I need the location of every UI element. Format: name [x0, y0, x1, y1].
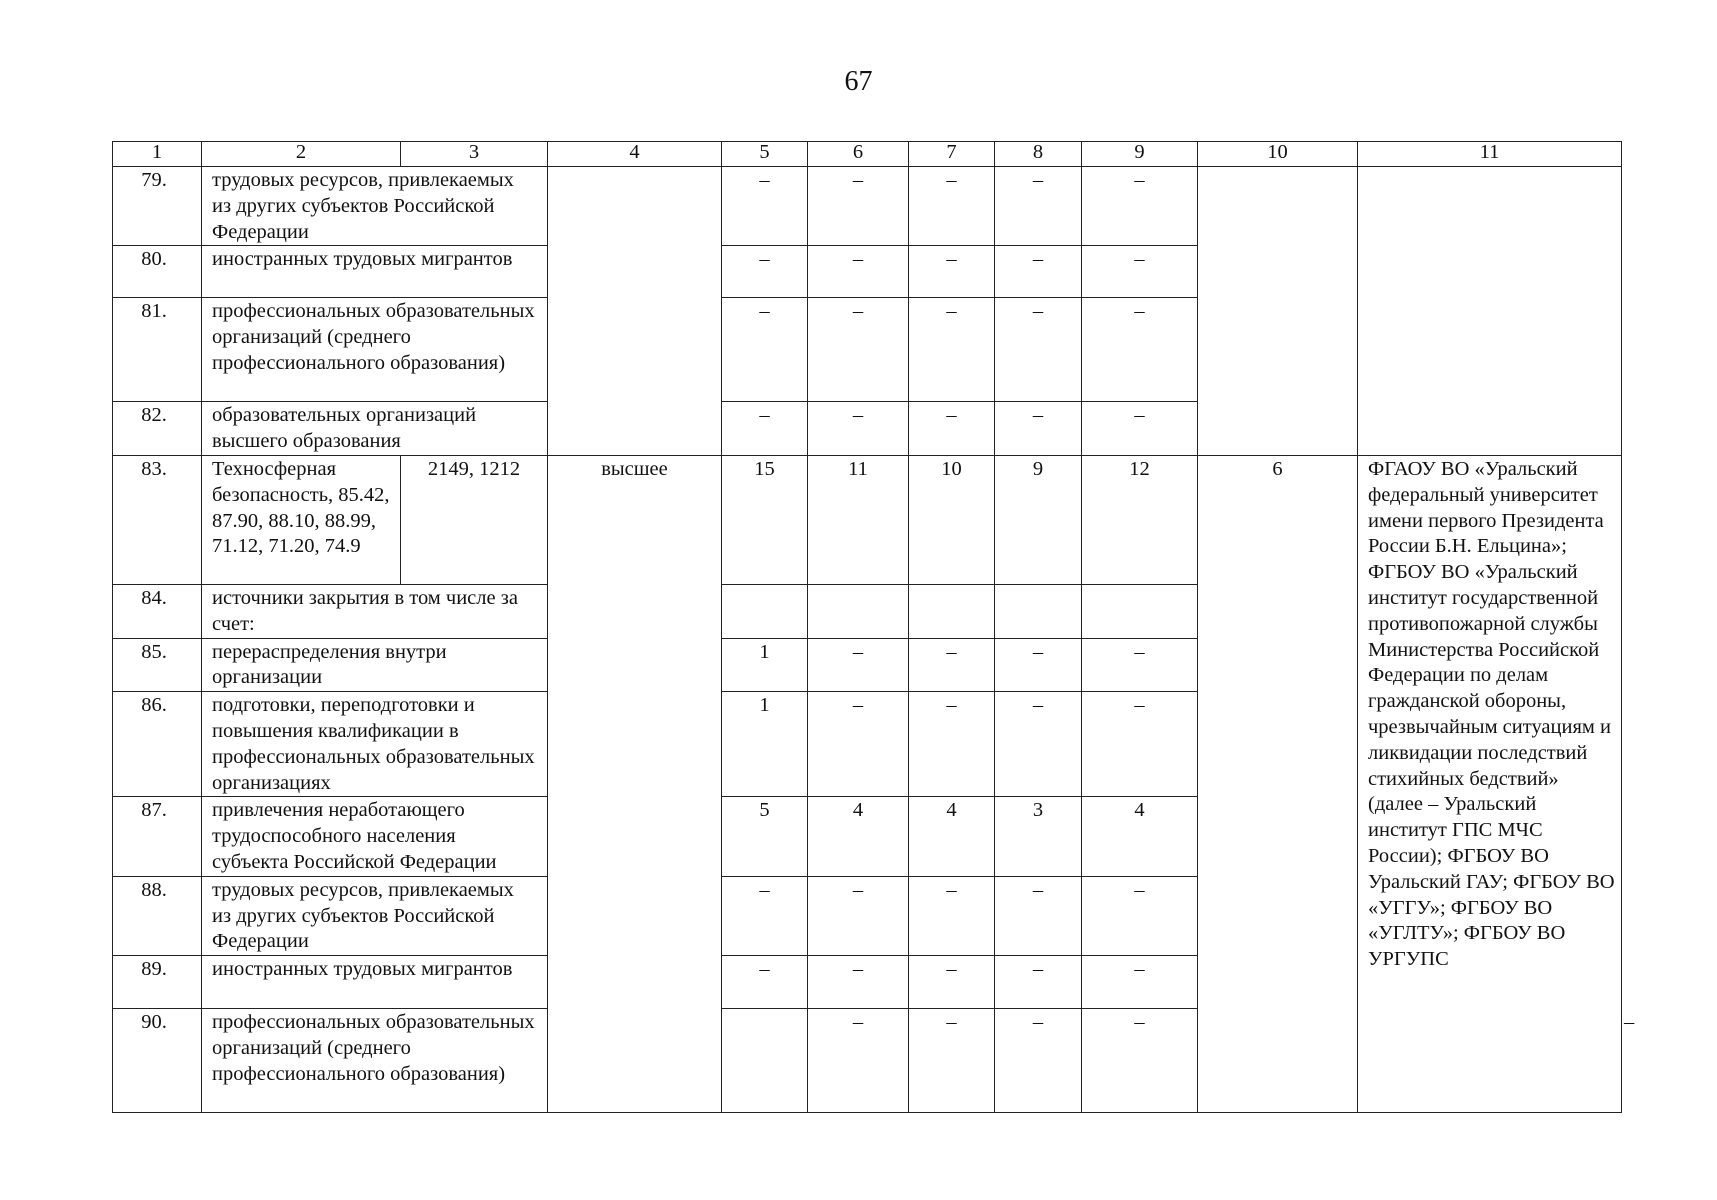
value-cell: 3 — [995, 797, 1082, 876]
value-cell: – — [995, 298, 1082, 402]
value-cell: 4 — [808, 797, 909, 876]
table-row — [113, 167, 1622, 246]
value-cell — [995, 584, 1082, 638]
value-cell: – — [909, 692, 995, 797]
value-cell: – — [995, 956, 1082, 1009]
value-cell: – — [909, 167, 995, 246]
row-number: 81. — [113, 298, 202, 402]
value-cell: 11 — [808, 455, 909, 584]
table-row — [113, 455, 1622, 584]
value-cell: – — [722, 246, 808, 298]
value-cell: – — [722, 876, 808, 955]
value-cell: – — [808, 876, 909, 955]
value-cell: – — [808, 1009, 909, 1113]
value-cell — [909, 584, 995, 638]
value-cell: 1 — [722, 692, 808, 797]
data-table — [112, 141, 1635, 1113]
row-number: 87. — [113, 797, 202, 876]
row-number: 89. — [113, 956, 202, 1009]
value-cell: 12 — [1082, 455, 1198, 584]
value-cell: – — [995, 692, 1082, 797]
row-text: подготовки, переподготовки и повышения квалификации в профессиональных образовательных организациях — [202, 692, 548, 797]
value-cell: – — [808, 298, 909, 402]
value-cell: 4 — [909, 797, 995, 876]
value-cell: – — [909, 402, 995, 456]
row-text: трудовых ресурсов, привлекаемых из других субъектов Российской Федерации — [202, 167, 548, 246]
row-number: 82. — [113, 402, 202, 456]
value-cell: – — [1082, 298, 1198, 402]
value-cell: 10 — [909, 455, 995, 584]
row-text: источники закрытия в том числе за счет: — [202, 584, 548, 638]
header-cell: 1 — [113, 142, 202, 167]
header-cell: 4 — [548, 142, 722, 167]
empty-cell — [1358, 167, 1622, 456]
row-number: 83. — [113, 455, 202, 584]
header-cell: 6 — [808, 142, 909, 167]
value-cell: – — [909, 246, 995, 298]
column-10-value: 6 — [1198, 455, 1358, 1112]
value-cell: – — [808, 956, 909, 1009]
value-cell: 15 — [722, 455, 808, 584]
page-number: 67 — [844, 66, 873, 97]
value-cell: – — [909, 956, 995, 1009]
row-number: 80. — [113, 246, 202, 298]
row-text: профессиональных образовательных организаций (среднего профессионального образования) — [202, 1009, 548, 1113]
value-cell — [1082, 584, 1198, 638]
value-cell: – — [722, 402, 808, 456]
value-cell — [808, 584, 909, 638]
empty-cell — [548, 167, 722, 456]
value-cell: 1 — [722, 638, 808, 692]
value-cell: – — [808, 246, 909, 298]
header-cell: 5 — [722, 142, 808, 167]
row-text: трудовых ресурсов, привлекаемых из других субъектов Российской Федерации — [202, 876, 548, 955]
row-number: 79. — [113, 167, 202, 246]
header-cell: 9 — [1082, 142, 1198, 167]
value-cell: – — [808, 167, 909, 246]
empty-cell — [722, 1009, 808, 1113]
value-cell: – — [1082, 1009, 1198, 1113]
row-text: перераспределения внутри организации — [202, 638, 548, 692]
value-cell: – — [808, 638, 909, 692]
value-cell — [722, 584, 808, 638]
value-cell: – — [808, 402, 909, 456]
value-cell: 9 — [995, 455, 1082, 584]
value-cell: – — [1082, 246, 1198, 298]
value-cell: – — [909, 1009, 995, 1113]
row-number: 88. — [113, 876, 202, 955]
value-cell: – — [1082, 692, 1198, 797]
value-cell: – — [995, 638, 1082, 692]
value-cell: – — [722, 298, 808, 402]
table-row: 90. профессиональных образовательных организаций (среднего профессионального образования) – – – – – — [113, 1009, 1622, 1113]
header-cell: 7 — [909, 142, 995, 167]
profession-name: Техносферная безопасность, 85.42, 87.90, 88.10, 88.99, 71.12, 71.20, 74.9 — [202, 455, 401, 584]
value-cell: – — [722, 167, 808, 246]
value-cell: – — [995, 167, 1082, 246]
organizations-list: ФГАОУ ВО «Уральский федеральный университет имени первого Президента России Б.Н. Ельцина»; ФГБОУ ВО «Уральский институт государственной противопожарной службы Министерства Российской Федерации по делам гражданской обороны, чрезвычайным ситуациям и ликвидации последствий стихийных бедствий» (далее – Уральский институт ГПС МЧС России); ФГБОУ ВО Уральский ГАУ; ФГБОУ ВО «УГГУ»; ФГБОУ ВО «УГЛТУ»; ФГБОУ ВО УРГУПС — [1358, 455, 1622, 1112]
header-cell: 2 — [202, 142, 401, 167]
value-cell: – — [1082, 638, 1198, 692]
row-text: привлечения неработающего трудоспособного населения субъекта Российской Федерации — [202, 797, 548, 876]
value-cell: 5 — [722, 797, 808, 876]
value-cell: – — [722, 956, 808, 1009]
row-text: иностранных трудовых мигрантов — [202, 246, 548, 298]
value-cell: – — [1082, 956, 1198, 1009]
header-cell: 10 — [1198, 142, 1358, 167]
value-cell: – — [909, 876, 995, 955]
row-number: 85. — [113, 638, 202, 692]
value-cell: – — [995, 246, 1082, 298]
education-level: высшее — [548, 455, 722, 1112]
row-number: 90. — [113, 1009, 202, 1113]
value-cell: – — [1082, 167, 1198, 246]
header-cell: 8 — [995, 142, 1082, 167]
row-number: 84. — [113, 584, 202, 638]
value-cell: 4 — [1082, 797, 1198, 876]
value-cell: – — [1082, 402, 1198, 456]
header-cell: 3 — [401, 142, 548, 167]
row-text: иностранных трудовых мигрантов — [202, 956, 548, 1009]
value-cell: – — [909, 298, 995, 402]
value-cell: – — [995, 1009, 1082, 1113]
empty-cell — [1198, 167, 1358, 456]
header-cell: 11 — [1358, 142, 1622, 167]
value-cell: – — [995, 876, 1082, 955]
value-cell: – — [808, 692, 909, 797]
row-text: образовательных организаций высшего образования — [202, 402, 548, 456]
value-cell: – — [995, 402, 1082, 456]
value-cell: – — [909, 638, 995, 692]
value-cell: – — [1082, 876, 1198, 955]
profession-codes: 2149, 1212 — [401, 455, 548, 584]
header-row — [113, 142, 1622, 167]
row-text: профессиональных образовательных организаций (среднего профессионального образования) — [202, 298, 548, 402]
row-number: 86. — [113, 692, 202, 797]
